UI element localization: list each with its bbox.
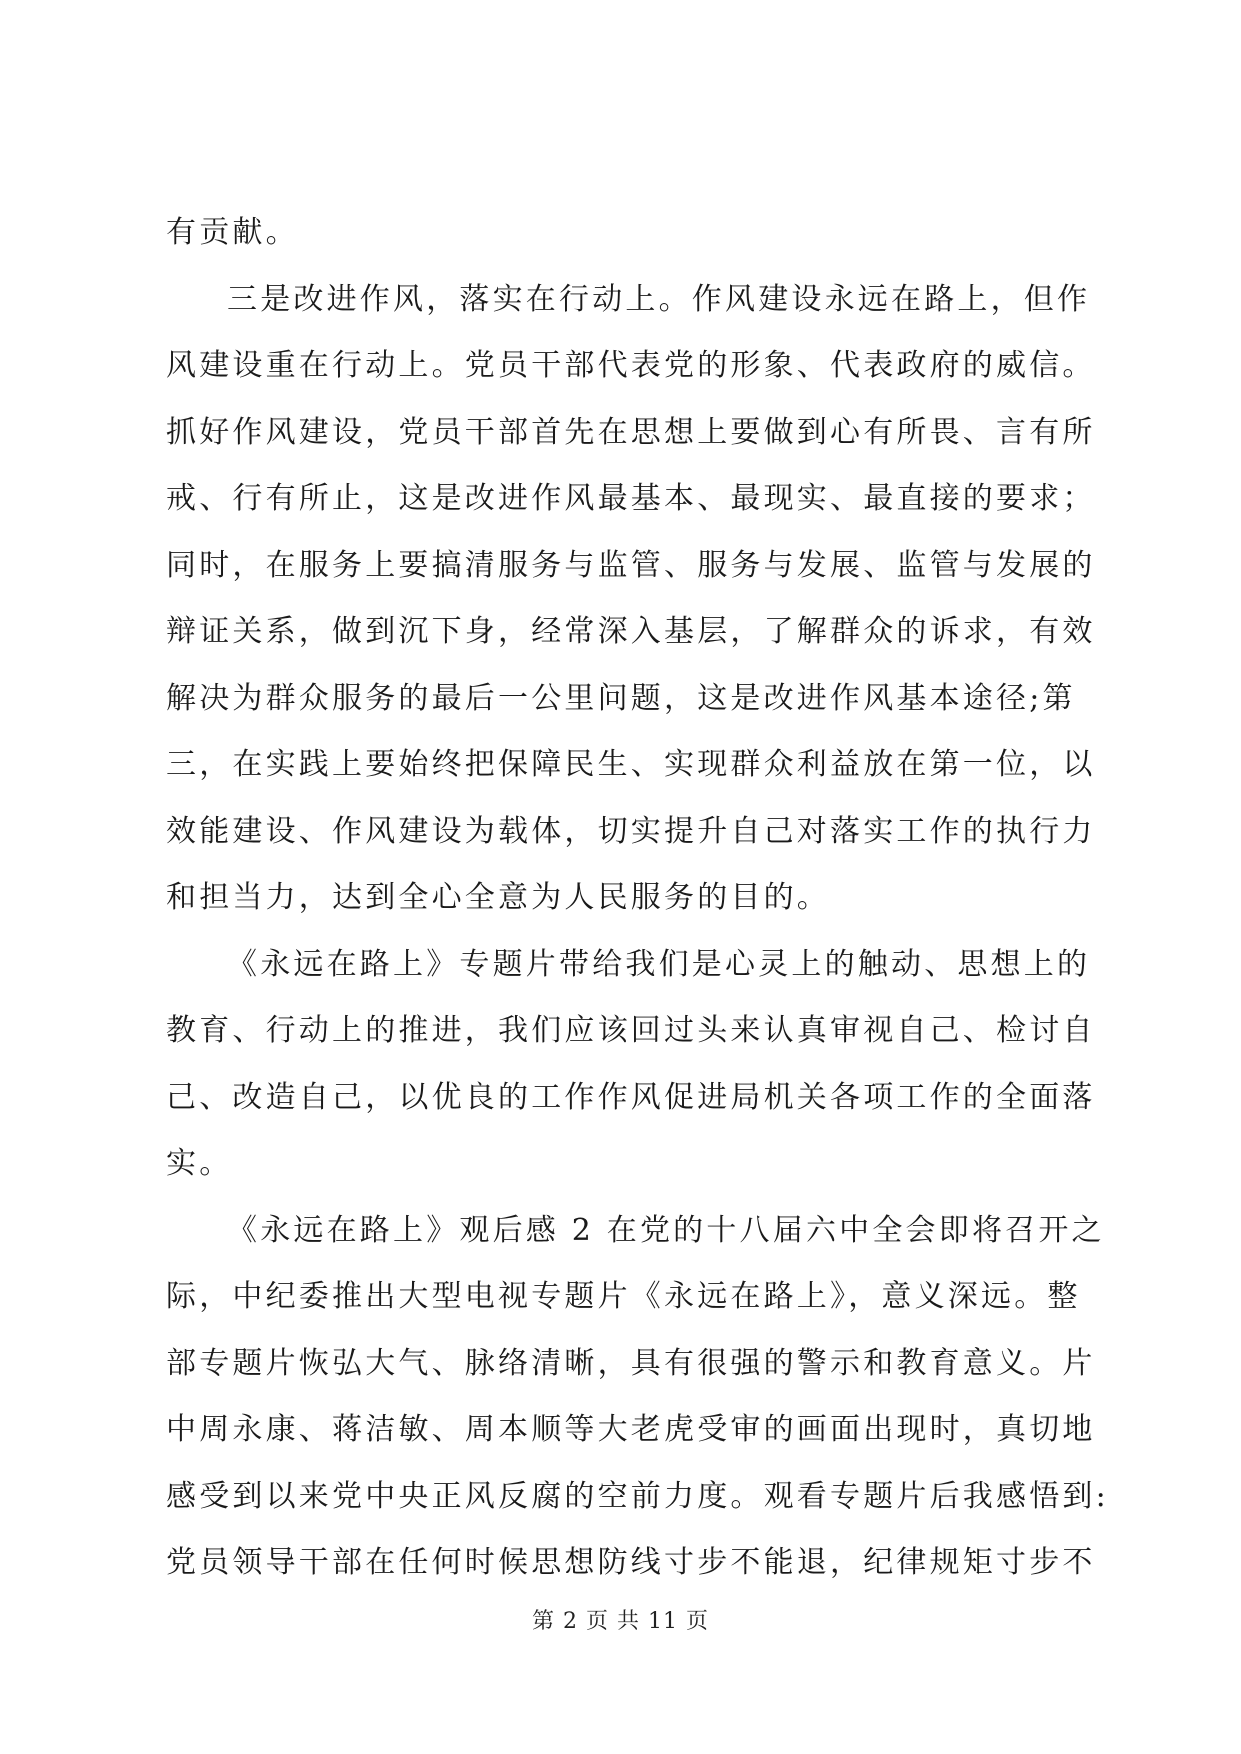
text-line: 辩证关系，做到沉下身，经常深入基层，了解群众的诉求，有效	[166, 614, 1096, 649]
text-line: 三是改进作风，落实在行动上。作风建设永远在路上，但作	[227, 281, 1091, 317]
text-line: 际，中纪委推出大型电视专题片《永远在路上》，意义深远。整	[166, 1279, 1081, 1314]
text-line: 实。	[166, 1146, 233, 1181]
text-line: 《永远在路上》观后感 2 在党的十八届六中全会即将召开之	[227, 1212, 1105, 1248]
text-line: 中周永康、蒋洁敏、周本顺等大老虎受审的画面出现时，真切地	[166, 1412, 1096, 1447]
text-line: 《永远在路上》专题片带给我们是心灵上的触动、思想上的	[227, 946, 1091, 982]
document-body	[166, 200, 1109, 1597]
text-line: 己、改造自己，以优良的工作作风促进局机关各项工作的全面落	[166, 1079, 1096, 1115]
page-number-footer: 第 2 页 共 11 页	[532, 1609, 709, 1634]
text-line: 感受到以来党中央正风反腐的空前力度。观看专题片后我感悟到:	[166, 1478, 1109, 1514]
text-line: 教育、行动上的推进，我们应该回过头来认真审视自己、检讨自	[166, 1013, 1096, 1048]
text-line: 党员领导干部在任何时候思想防线寸步不能退，纪律规矩寸步不	[166, 1545, 1096, 1580]
text-line: 解决为群众服务的最后一公里问题，这是改进作风基本途径;第	[166, 680, 1076, 716]
text-line: 和担当力，达到全心全意为人民服务的目的。	[166, 880, 830, 915]
text-line: 风建设重在行动上。党员干部代表党的形象、代表政府的威信。	[166, 348, 1096, 383]
text-line: 戒、行有所止，这是改进作风最基本、最现实、最直接的要求；	[166, 481, 1096, 516]
text-line: 抓好作风建设，党员干部首先在思想上要做到心有所畏、言有所	[166, 414, 1096, 450]
text-line: 部专题片恢弘大气、脉络清晰，具有很强的警示和教育意义。片	[166, 1345, 1096, 1381]
text-line: 同时，在服务上要搞清服务与监管、服务与发展、监管与发展的	[166, 547, 1096, 583]
text-line: 三，在实践上要始终把保障民生、实现群众利益放在第一位，以	[166, 747, 1096, 782]
text-line: 效能建设、作风建设为载体，切实提升自己对落实工作的执行力	[166, 813, 1096, 849]
text-line: 有贡献。	[166, 215, 299, 250]
